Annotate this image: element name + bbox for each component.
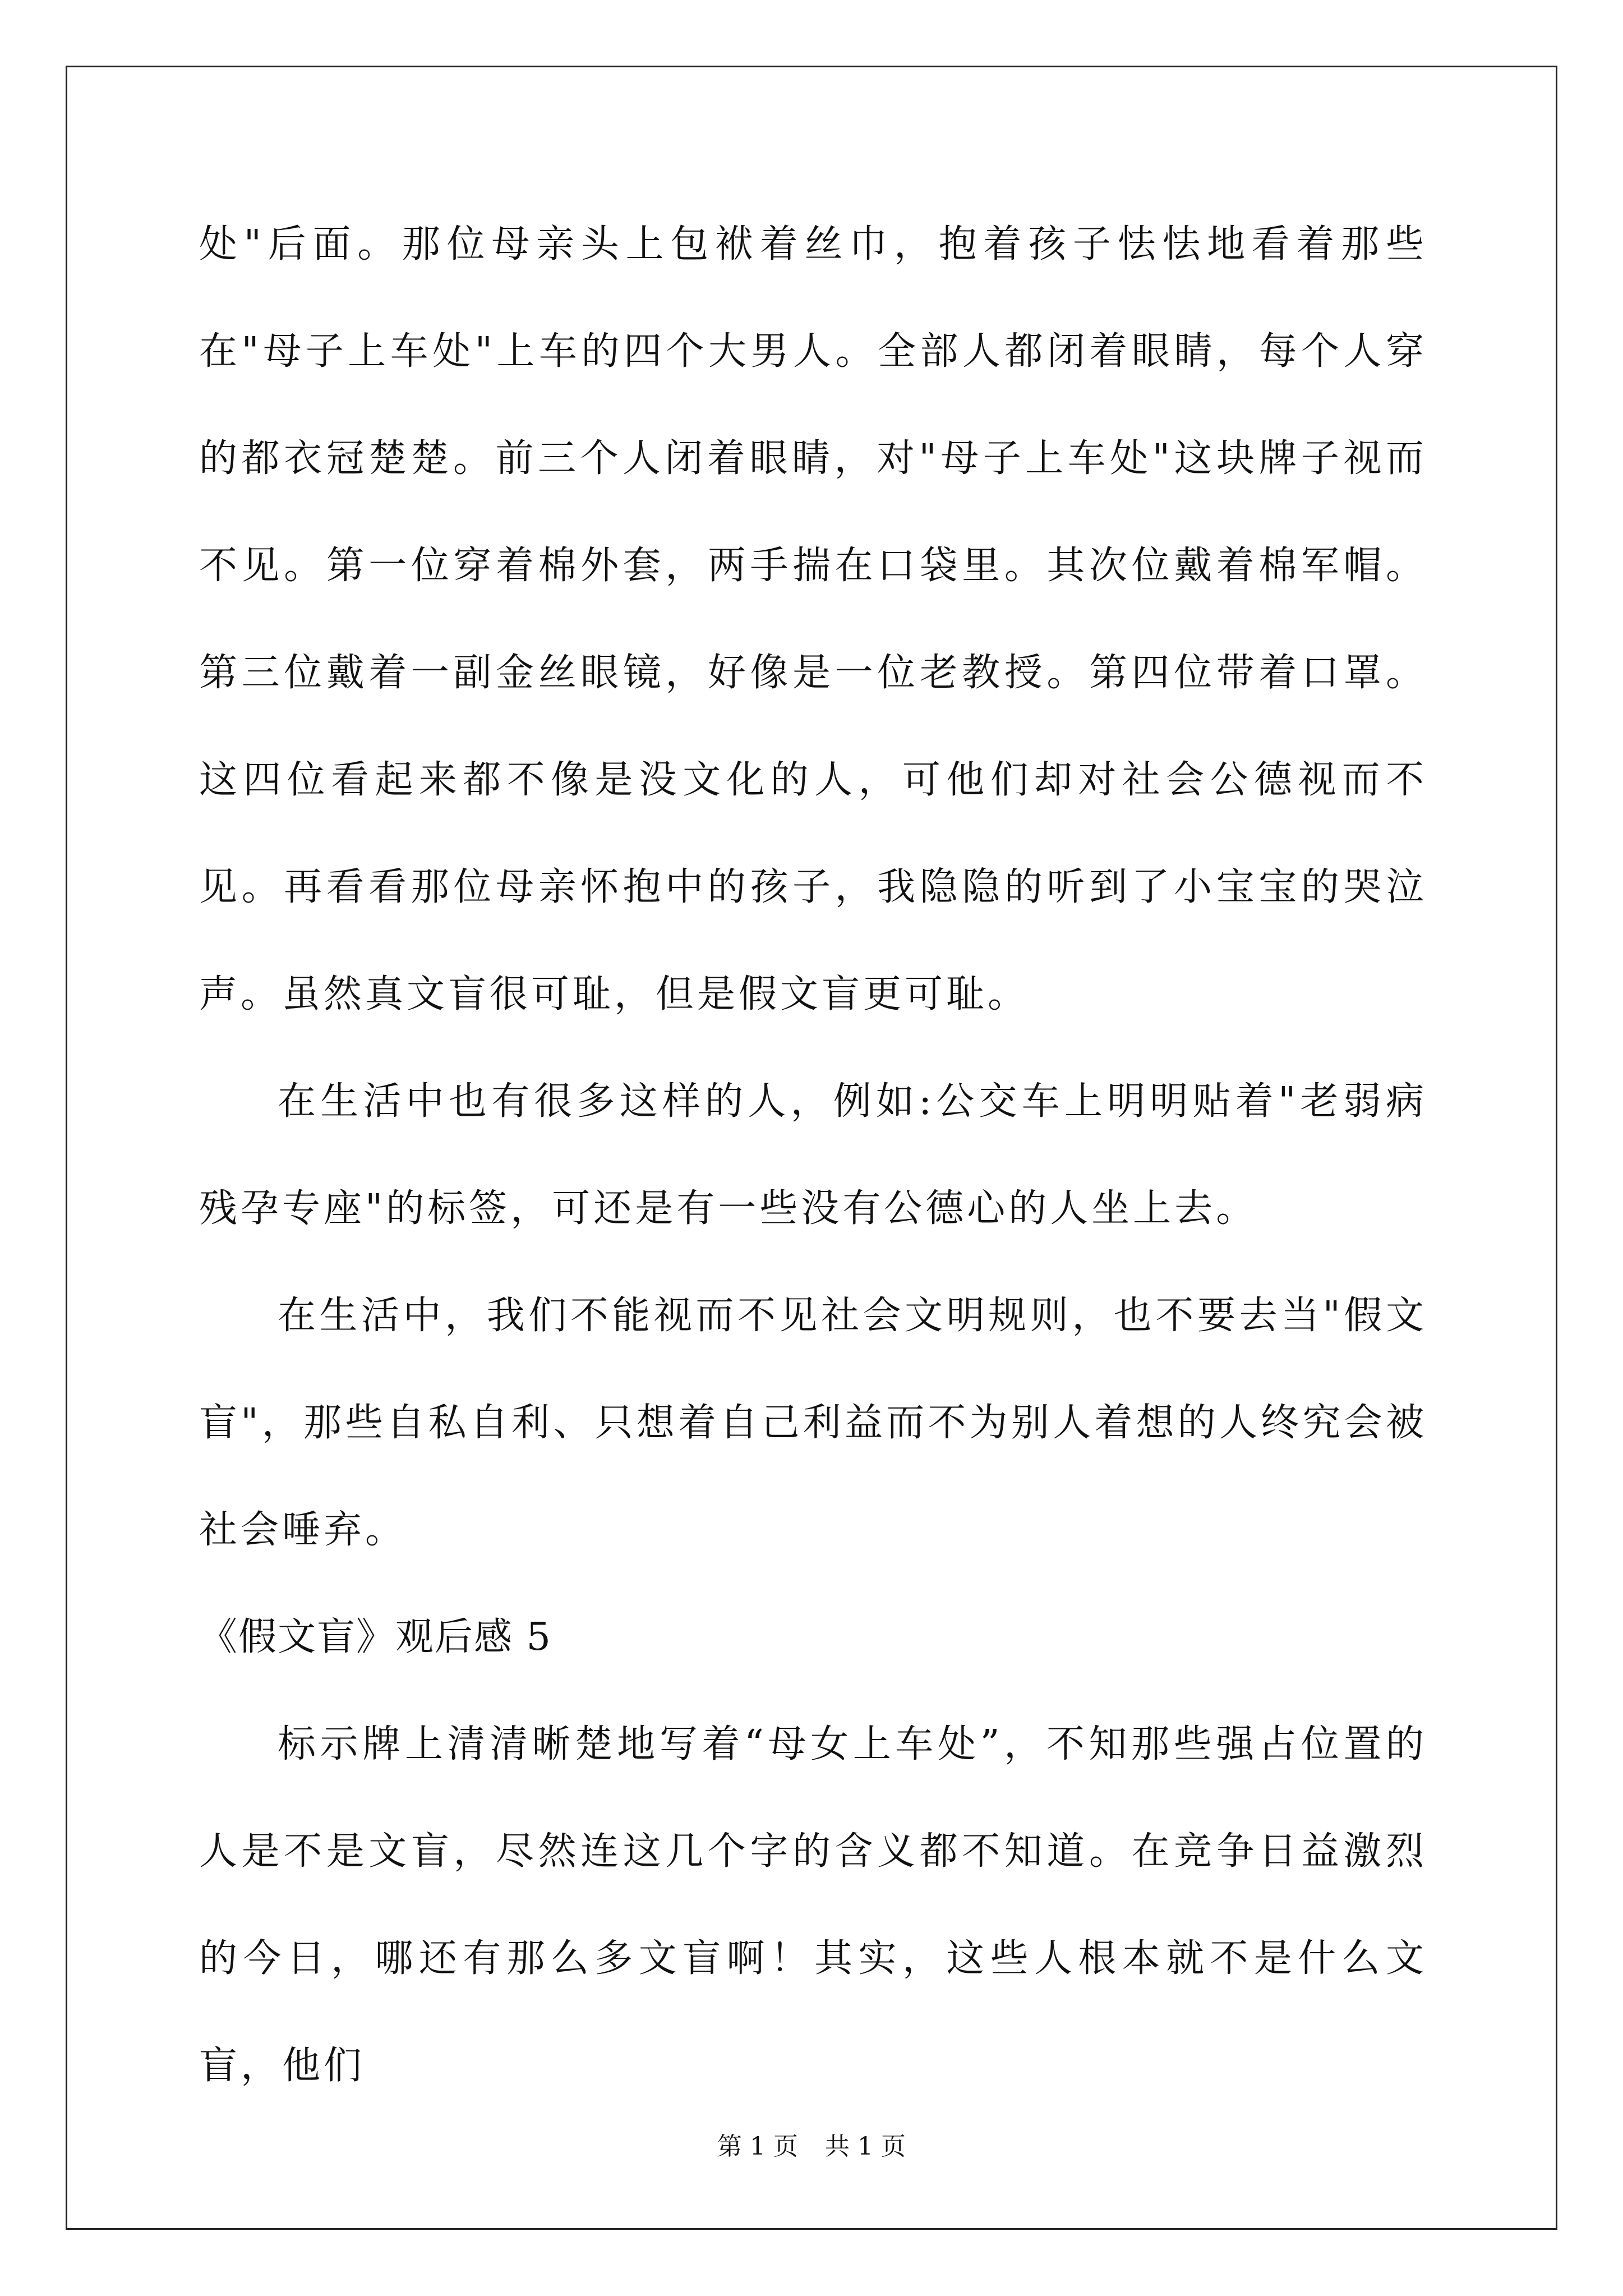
page-number: 第 1 页 (717, 2132, 798, 2161)
page-total: 共 1 页 (825, 2132, 906, 2161)
paragraph: 在生活中也有很多这样的人，例如:公交车上明明贴着"老弱病残孕专座"的标签，可还是有一些没有公德心的人坐上去。 (199, 1079, 1427, 1231)
section-heading: 《假文盲》观后感 5 (199, 1615, 552, 1659)
paragraph: 在生活中，我们不能视而不见社会文明规则，也不要去当"假文盲"，那些自私自利、只想着自己利益而不为别人着想的人终究会被社会唾弃。 (199, 1294, 1427, 1552)
document-body (199, 191, 1427, 2119)
paragraph: 标示牌上清清晰楚地写着“母女上车处”，不知那些强占位置的人是不是文盲，尽然连这几个字的含义都不知道。在竞争日益激烈的今日，哪还有那么多文盲啊！其实，这些人根本就不是什么文盲，他们 (199, 1722, 1427, 2088)
paragraph-continued: 处"后面。那位母亲头上包袱着丝巾，抱着孩子怯怯地看着那些在"母子上车处"上车的四个大男人。全部人都闭着眼睛，每个人穿的都衣冠楚楚。前三个人闭着眼睛，对"母子上车处"这块牌子视而不见。第一位穿着棉外套，两手揣在口袋里。其次位戴着棉军帽。第三位戴着一副金丝眼镜，好像是一位老教授。第四位带着口罩。这四位看起来都不像是没文化的人，可他们却对社会公德视而不见。再看看那位母亲怀抱中的孩子，我隐隐的听到了小宝宝的哭泣声。虽然真文盲很可耻，但是假文盲更可耻。 (199, 222, 1427, 1016)
page-footer (0, 2126, 1623, 2162)
